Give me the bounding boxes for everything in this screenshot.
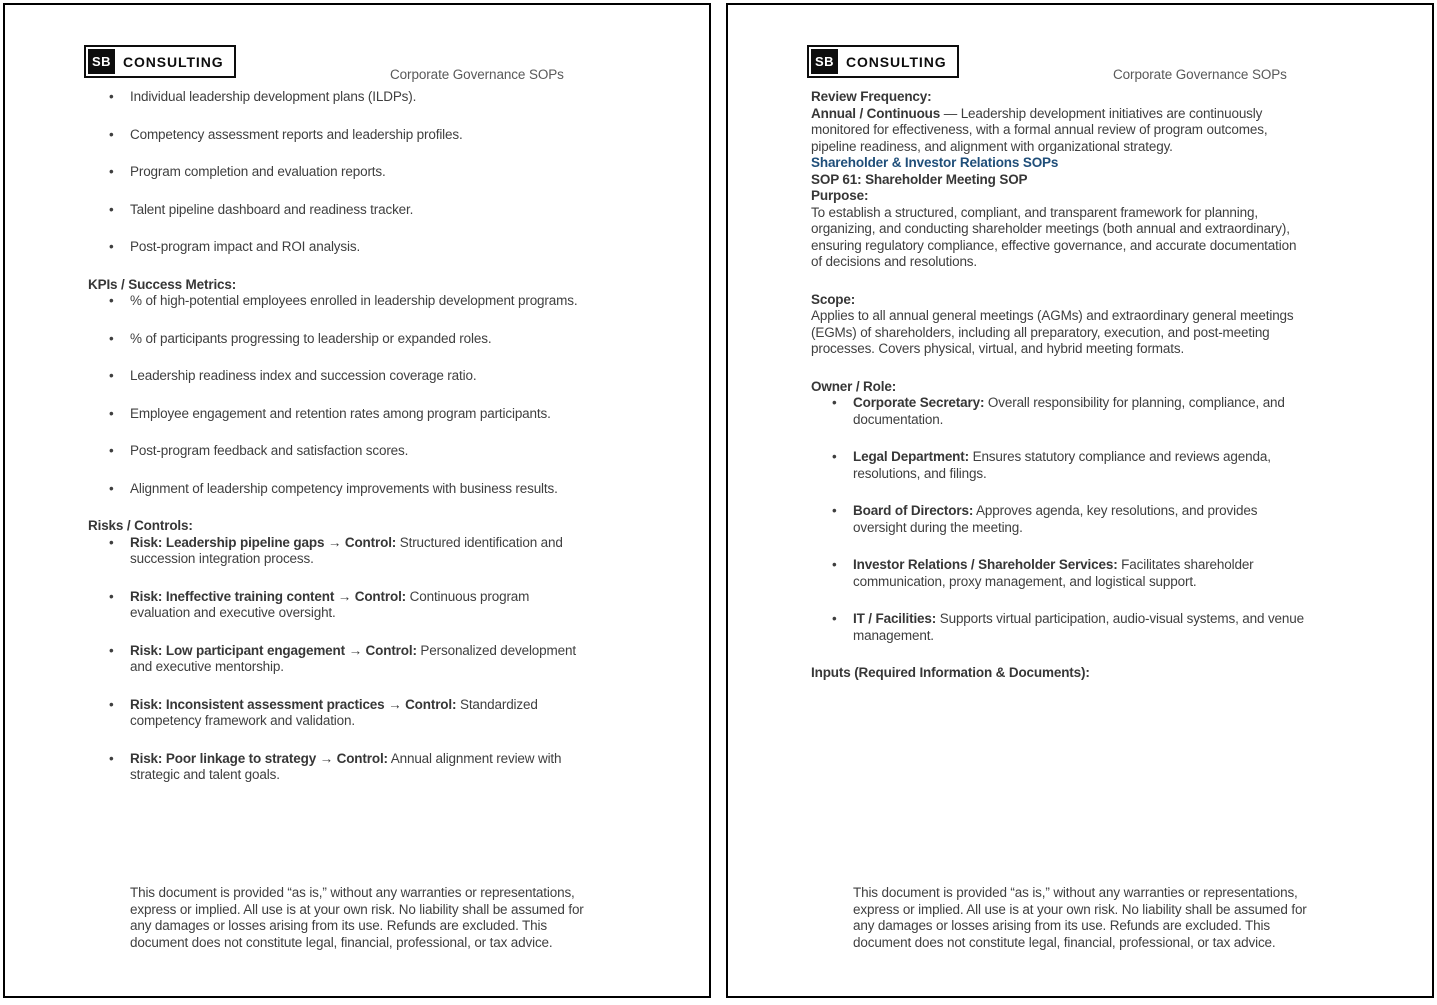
risk-label: Risk: Poor linkage to strategy → Control: <box>130 750 388 766</box>
sop-title: SOP 61: Shareholder Meeting SOP <box>811 171 1028 187</box>
list-item: • Individual leadership development plans (ILDPs). <box>130 89 587 106</box>
role-label: Investor Relations / Shareholder Services: <box>853 557 1118 572</box>
list-item <box>130 535 587 568</box>
outputs-bullet-list <box>88 89 587 256</box>
brand-logo <box>807 45 959 78</box>
owner-role-bullet-list <box>811 395 1310 644</box>
list-item: • % of high-potential employees enrolled in leadership development programs. <box>130 293 587 310</box>
document-page-right <box>726 3 1434 998</box>
page-content <box>811 89 1310 682</box>
list-item <box>130 643 587 676</box>
logo-brand-name: CONSULTING <box>123 53 224 70</box>
logo-brand-name: CONSULTING <box>846 53 947 70</box>
disclaimer-text: This document is provided “as is,” without any warranties or representations, express or implied. All use is at your own risk. No liability shall be assumed for any damages or losses arising from its use. Refunds are excluded. This document does not constitute legal, financial, professional, or tax advice. <box>130 885 584 950</box>
role-text: Facilitates shareholder communication, proxy management, and logistical support. <box>853 557 1254 589</box>
risks-bullet-list <box>88 535 587 784</box>
list-item <box>853 395 1310 428</box>
risks-section-heading: Risks / Controls: <box>88 518 193 533</box>
scope-label: Scope: <box>811 291 856 307</box>
list-item <box>130 751 587 784</box>
role-label: IT / Facilities: <box>853 611 937 626</box>
scope-text: Applies to all annual general meetings (AGMs) and extraordinary general meetings (EGMs) of shareholders, including all preparatory, execution, and post-meeting processes. Covers physical, virtual, and hybrid meeting formats. <box>811 308 1294 356</box>
risk-label: Risk: Low participant engagement → Control: <box>130 642 417 658</box>
risk-label: Risk: Leadership pipeline gaps → Control: <box>130 534 397 550</box>
list-item: • % of participants progressing to leadership or expanded roles. <box>130 331 587 348</box>
kpi-bullet-list <box>88 293 587 497</box>
list-item: • Program completion and evaluation reports. <box>130 164 587 181</box>
review-frequency-block <box>811 89 1310 155</box>
shareholder-section-heading: Shareholder & Investor Relations SOPs <box>811 155 1059 170</box>
owner-role-heading: Owner / Role: <box>811 378 897 394</box>
list-item <box>130 589 587 622</box>
role-label: Legal Department: <box>853 449 969 464</box>
list-item <box>853 449 1310 482</box>
brand-logo <box>84 45 236 78</box>
review-frequency-text: Annual / Continuous — Leadership development initiatives are continuously monitored for effectiveness, with a formal annual review of program outcomes, pipeline readiness, and alignment with organizational strategy. <box>811 105 1268 154</box>
risk-text: Personalized development and executive mentorship. <box>130 642 576 674</box>
role-text: Overall responsibility for planning, compliance, and documentation. <box>853 395 1285 427</box>
review-frequency-label: Review Frequency: <box>811 89 932 104</box>
risk-text: Standardized competency framework and validation. <box>130 696 538 728</box>
role-text: Ensures statutory compliance and reviews agenda, resolutions, and filings. <box>853 449 1271 481</box>
list-item <box>130 697 587 730</box>
purpose-block <box>811 188 1310 271</box>
risk-label: Risk: Ineffective training content → Control: <box>130 588 407 604</box>
inputs-heading: Inputs (Required Information & Documents): <box>811 665 1090 680</box>
logo-initials-badge: SB <box>811 49 838 74</box>
role-label: Board of Directors: <box>853 503 974 518</box>
page-content <box>88 89 587 805</box>
list-item: • Post-program impact and ROI analysis. <box>130 239 587 256</box>
list-item: • Post-program feedback and satisfaction scores. <box>130 443 587 460</box>
role-text: Approves agenda, key resolutions, and provides oversight during the meeting. <box>853 503 1258 535</box>
list-item <box>853 611 1310 644</box>
risk-text: Annual alignment review with strategic and talent goals. <box>130 750 562 782</box>
list-item: • Alignment of leadership competency improvements with business results. <box>130 481 587 498</box>
list-item: • Leadership readiness index and succession coverage ratio. <box>130 368 587 385</box>
role-label: Corporate Secretary: <box>853 395 985 410</box>
list-item: • Employee engagement and retention rates among program participants. <box>130 406 587 423</box>
disclaimer-text: This document is provided “as is,” without any warranties or representations, express or implied. All use is at your own risk. No liability shall be assumed for any damages or losses arising from its use. Refunds are excluded. This document does not constitute legal, financial, professional, or tax advice. <box>853 885 1307 950</box>
document-page-left <box>3 3 711 998</box>
page-header-title: Corporate Governance SOPs <box>1113 67 1287 82</box>
purpose-text: To establish a structured, compliant, and transparent framework for planning, organizing, and conducting shareholder meetings (both annual and extraordinary), ensuring regulatory compliance, effective governance, and accurate documentation of decisions and resolutions. <box>811 204 1297 269</box>
list-item <box>853 557 1310 590</box>
risk-text: Structured identification and succession integration process. <box>130 534 563 566</box>
scope-block <box>811 292 1310 358</box>
role-text: Supports virtual participation, audio-visual systems, and venue management. <box>853 611 1304 643</box>
risk-label: Risk: Inconsistent assessment practices → Control: <box>130 696 457 712</box>
kpi-section-heading: KPIs / Success Metrics: <box>88 276 237 292</box>
purpose-label: Purpose: <box>811 188 869 203</box>
list-item <box>853 503 1310 536</box>
risk-text: Continuous program evaluation and executive oversight. <box>130 588 530 620</box>
page-header-title: Corporate Governance SOPs <box>390 67 564 82</box>
list-item: • Talent pipeline dashboard and readiness tracker. <box>130 202 587 219</box>
list-item: • Competency assessment reports and leadership profiles. <box>130 127 587 144</box>
logo-initials-badge: SB <box>88 49 115 74</box>
